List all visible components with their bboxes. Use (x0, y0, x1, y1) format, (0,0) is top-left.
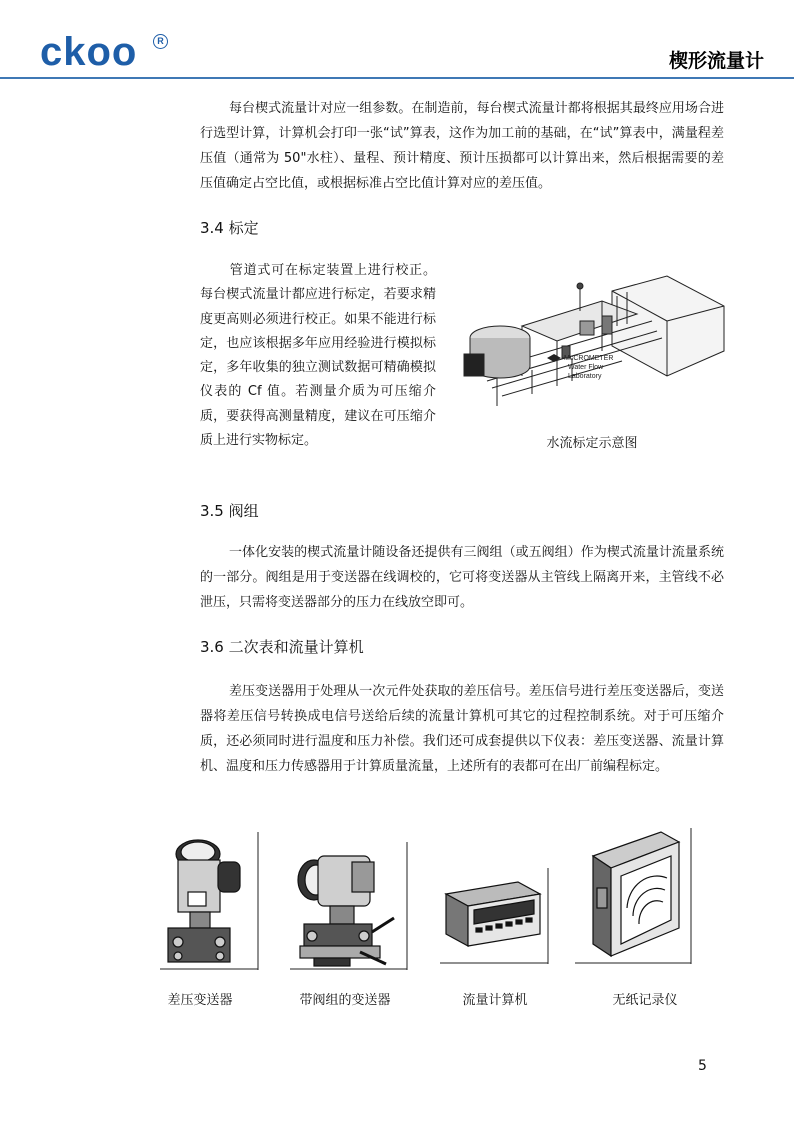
mccrometer-logo-icon (547, 354, 561, 362)
section-heading-valve: 3.5 阀组 (200, 502, 259, 520)
lab-brand-label: McCROMETER (564, 355, 614, 362)
caption-flow-computer: 流量计算机 (462, 993, 528, 1008)
paperless-recorder-image (575, 828, 693, 964)
water-flow-lab-figure (462, 266, 724, 414)
header-divider (0, 77, 794, 79)
registered-mark: R (153, 34, 168, 49)
dp-transmitter-image (160, 832, 260, 970)
flow-computer-image (440, 868, 550, 964)
company-logo: ckoo (40, 30, 138, 74)
lab-label-line1: Water Flow (568, 364, 604, 371)
water-flow-figure-caption: 水流标定示意图 (546, 436, 638, 451)
valve-paragraph: 一体化安装的楔式流量计随设备还提供有三阀组（或五阀组）作为楔式流量计流量系统的一部分。阀组是用于变送器在线调校的，它可将变送器从主管线上隔离开来，主管线不必泄压，只需将变送器部分的压力在线放空即可。 (200, 545, 724, 610)
intro-paragraph: 每台楔式流量计对应一组参数。在制造前，每台楔式流量计都将根据其最终应用场合进行选型计算，计算机会打印一张“试”算表，这作为加工前的基础，在“试”算表中，满量程差压值（通常为 50"水柱）、量程、预计精度、预计压损都可以计算出来，然后根据需要的差压值确定占空比值，或根据标准占空比值计算对应的差压值。 (200, 101, 724, 191)
caption-paperless-recorder: 无纸记录仪 (612, 993, 678, 1008)
transmitter-with-manifold-image (290, 842, 410, 970)
page-number: 5 (698, 1058, 707, 1074)
document-title: 楔形流量计 (668, 50, 764, 72)
section-heading-secondary: 3.6 二次表和流量计算机 (200, 638, 364, 656)
section-heading-calibration: 3.4 标定 (200, 219, 259, 237)
caption-transmitter-manifold: 带阀组的变送器 (299, 993, 391, 1008)
caption-dp-transmitter: 差压变送器 (167, 993, 233, 1008)
calibration-paragraph: 管道式可在标定装置上进行校正。每台楔式流量计都应进行标定，若要求精度更高则必须进行校正。如果不能进行标定，也应该根据多年应用经验进行模拟标定，多年收集的独立测试数据可精确模拟仪表的 Cf 值。若测量介质为可压缩介质，要获得高测量精度，建议在可压缩介质上进行实物标定。 (200, 263, 436, 449)
lab-label-line2: Laboratory (568, 373, 602, 380)
secondary-paragraph: 差压变送器用于处理从一次元件处获取的差压信号。差压信号进行差压变送器后，变送器将差压信号转换成电信号送给后续的流量计算机可其它的过程控制系统。对于可压缩介质，还必须同时进行温度和压力补偿。我们还可成套提供以下仪表：差压变送器、流量计算机、温度和压力传感器用于计算质量流量，上述所有的表都可在出厂前编程标定。 (200, 684, 724, 774)
